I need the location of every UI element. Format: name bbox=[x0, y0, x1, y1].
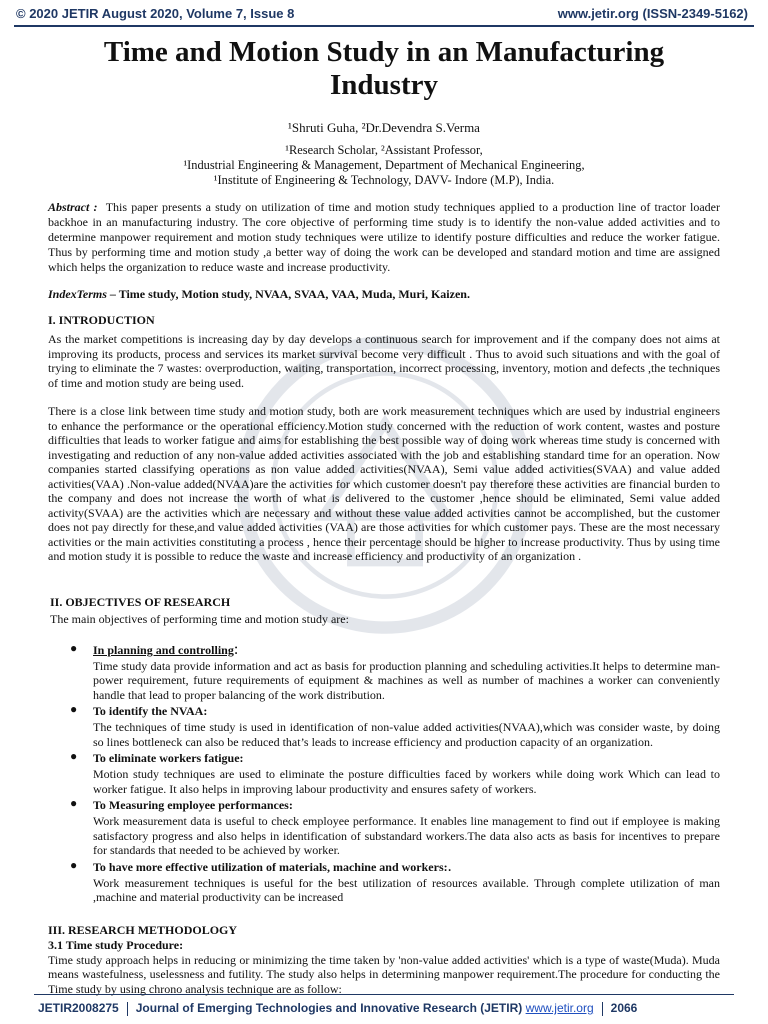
list-item bbox=[48, 796, 720, 858]
footer-row bbox=[38, 1001, 637, 1016]
objective-title: To Measuring employee performances: bbox=[93, 798, 293, 812]
abstract bbox=[48, 200, 720, 275]
footer-paper-code: JETIR2008275 bbox=[38, 1001, 119, 1015]
abstract-text: This paper presents a study on utilization of time and motion study techniques applied to a production line of tractor loader backhoe in an manufacturing industry. The core objective of performing time study is to identify the non-value added activities and to determine manpower requirement and motion study techniques were utilize to identify posture difficulties and reduce the worker fatigue. Thus by performing time and motion study ,a better way of doing the work can be developed and standard motion and time are assigned which helps the organization to reduce waste and increase productivity. bbox=[48, 200, 720, 274]
running-footer bbox=[0, 994, 768, 1024]
title-line-2: Industry bbox=[330, 69, 438, 101]
page-content bbox=[48, 36, 720, 996]
bullet-icon: ● bbox=[70, 702, 78, 716]
objective-text: Time study data provide information and act as basis for production planning and scheduling activities.It helps to determine man-power requirement, future requirements of equipment & machines as well as number of machines a worker can conveniently handle that lead to proper balancing of the work distribution. bbox=[93, 658, 720, 702]
paper-title bbox=[48, 36, 720, 102]
section-heading-methodology: III. RESEARCH METHODOLOGY bbox=[48, 922, 238, 937]
subsection-heading-time-study: 3.1 Time study Procedure: bbox=[48, 937, 184, 952]
objective-text: Work measurement data is useful to check employee performance. It enables line management to find out if employee is making satisfactory progress and also helps in identification of substandard workers.The data also acts as basis for incentives to prepare for standards that needed to be achieved by worker. bbox=[93, 814, 720, 857]
objective-title: To have more effective utilization of materials, machine and workers: bbox=[93, 859, 448, 874]
objectives-list bbox=[48, 641, 720, 905]
footer-rule bbox=[34, 994, 734, 995]
objective-title-suffix: : bbox=[233, 640, 239, 658]
header-issue-info: © 2020 JETIR August 2020, Volume 7, Issue 8 bbox=[16, 6, 295, 21]
section-heading-objectives: II. OBJECTIVES OF RESEARCH bbox=[50, 594, 231, 609]
objective-text: Motion study techniques are used to eliminate the posture difficulties faced by workers while doing work Which can lead to worker fatigue. It also helps in improving labour productivity and ensures safety of workers. bbox=[93, 767, 720, 796]
index-terms bbox=[48, 287, 720, 302]
bullet-icon: ● bbox=[70, 857, 78, 872]
affiliations bbox=[48, 143, 720, 188]
list-item bbox=[48, 858, 720, 905]
bullet-icon: ● bbox=[70, 640, 78, 655]
author-list: ¹Shruti Guha, ²Dr.Devendra S.Verma bbox=[288, 120, 480, 135]
running-header bbox=[0, 0, 768, 34]
objective-title: To eliminate workers fatigue: bbox=[93, 751, 244, 765]
title-line-1: Time and Motion Study in an Manufacturing bbox=[103, 36, 665, 68]
list-item bbox=[48, 702, 720, 749]
affiliation-line-1: ¹Research Scholar, ²Assistant Professor, bbox=[285, 143, 483, 157]
objective-title: To identify the NVAA: bbox=[93, 704, 208, 718]
index-terms-label: IndexTerms bbox=[48, 287, 107, 301]
section-heading-introduction: I. INTRODUCTION bbox=[48, 313, 155, 327]
objective-title-suffix: . bbox=[447, 857, 452, 875]
abstract-label: Abstract : bbox=[48, 200, 98, 214]
footer-page-number: 2066 bbox=[610, 1001, 638, 1015]
list-item bbox=[48, 641, 720, 703]
intro-paragraph-2: There is a close link between time study and motion study, both are work measurement techniques which are used by industrial engineers to enhance the performance or the operational efficiency.Motion study concerned with the reduction of work content, wastes and posture difficulties that leads to worker fatigue and aims for establishing the best possible way of doing work whereas time study is concerned with investigating and reduction of any non-value added activities associated with the job and establishing standard time for an operation. Now companies started classifying operations as non value added activities(NVAA), Semi value added activities(SVAA) and value added activities(VAA) .Non-value added(NVAA)are the activities for which customer doesn't pay therefore these activities are financial burden to the company and does not increase the worth of what is delivered to the customer ,hence should be eliminated, Semi value added activity(SVAA) are the activities which are necessary and without these value added activities cannot be accomplished, but the customer does not pay directly for these,and value added activities (VAA) are those activities for which customer pays. These are the most necessary activities or the main activities constituting a process , hence their percentage should be higher to increase productivity. Thus by using time and motion study it is possible to reduce the waste and increase efficiency and productivity of an organization . bbox=[48, 404, 720, 563]
footer-separator bbox=[602, 1002, 603, 1016]
list-item bbox=[48, 749, 720, 796]
index-terms-text: – Time study, Motion study, NVAA, SVAA, VAA, Muda, Muri, Kaizen. bbox=[106, 287, 470, 301]
affiliation-line-2: ¹Industrial Engineering & Management, Department of Mechanical Engineering, bbox=[183, 158, 585, 172]
intro-paragraph-1: As the market competitions is increasing day by day develops a continuous search for improvement and if the company does not aims at improving its products, process and services its market survival become very difficult . Thus to avoid such situations and with the goal of trying to eliminate the 7 wastes: overproduction, waiting, transportation, incorrect processing, inventory, motion and defects ,the techniques of time and motion study are being used. bbox=[48, 332, 720, 390]
objective-text: The techniques of time study is used in identification of non-value added activities(NVAA),which was consider waste, by doing so lines bottleneck can also be reduced that’s leads to increase efficiency and production capacity of an organization. bbox=[93, 720, 720, 749]
footer-website-link[interactable]: www.jetir.org bbox=[525, 1001, 594, 1015]
header-website-issn[interactable]: www.jetir.org (ISSN-2349-5162) bbox=[557, 6, 748, 21]
objective-text: Work measurement techniques is useful for the best utilization of resources available. Through complete utilization of man ,machine and material productivity can be increased bbox=[93, 875, 720, 904]
header-rule bbox=[14, 25, 754, 27]
methodology-paragraph: Time study approach helps in reducing or minimizing the time taken by 'non-value added activities' which is a type of waste(Muda). Muda means wastefulness, uselessness and futility. The study also helps in determining manpower requirement.The procedure for conducting the Time study by using chrono analysis technique are as follow: bbox=[48, 952, 720, 996]
objectives-intro: The main objectives of performing time and motion study are: bbox=[50, 611, 349, 626]
bullet-icon: ● bbox=[70, 796, 78, 810]
affiliation-line-3: ¹Institute of Engineering & Technology, DAVV- Indore (M.P), India. bbox=[213, 173, 555, 187]
bullet-icon: ● bbox=[70, 749, 78, 763]
footer-separator bbox=[127, 1002, 128, 1016]
footer-journal-name: Journal of Emerging Technologies and Innovative Research (JETIR) bbox=[135, 1001, 523, 1015]
objective-title: In planning and controlling bbox=[93, 642, 234, 657]
